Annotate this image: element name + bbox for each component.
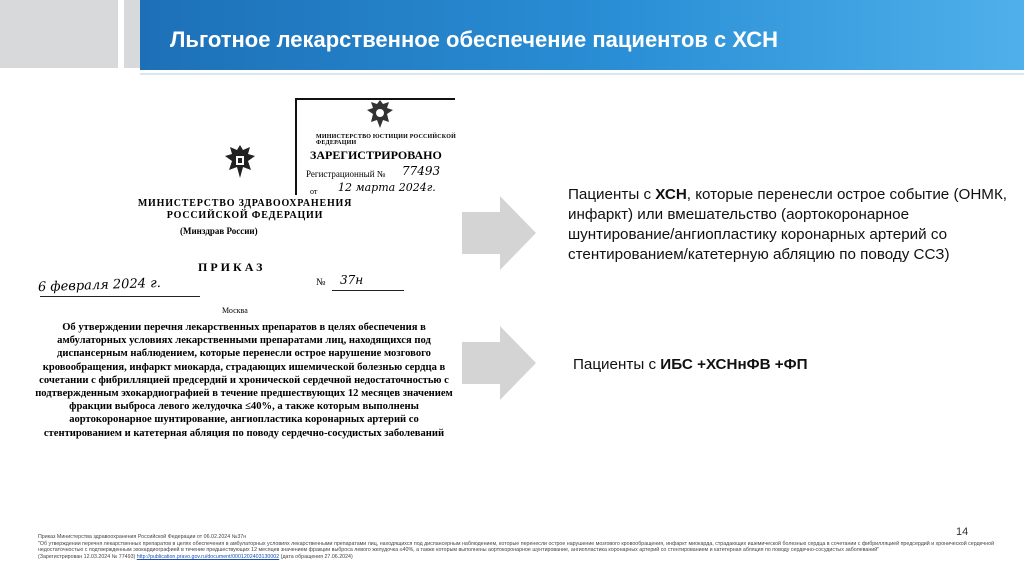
patient-group-1-prefix: Пациенты с — [568, 186, 656, 203]
footnote-registration: (Зарегистрирован 12.03.2024 № 77493) — [38, 553, 137, 560]
order-heading: ПРИКАЗ — [198, 260, 266, 274]
header-shadow — [140, 73, 1024, 75]
order-number-line — [332, 290, 404, 291]
footnote-line-3 — [38, 554, 1012, 561]
footnote-link[interactable]: http://publication.pravo.gov.ru/document/0001202403130002 — [136, 553, 280, 560]
order-city: Москва — [222, 306, 248, 315]
stamp-reg-label: Регистрационный № — [306, 169, 386, 179]
footnote-line-2: "Об утверждении перечня лекарственных препаратов в целях обеспечения в амбулаторных условиях лекарственными препаратами лиц, находящихся под диспансерным наблюдением, которые перенесли острое нарушение мозгового кровообращения, инфаркт миокарда, страдающих ишемической болезнью сердца в сочетании с фибрилляцией предсердий и хронической сердечной недостаточностью с подтвержденным эхокардиографией в течение предшествующих 12 месяцев значением фракции выброса левого желудочка ≤40%, а также которым выполнены аортокоронарное шунтирование, ангиопластика коронарных артерий со стентированием и катетерная абляция по поводу сердечно-сосудистых заболеваний" — [38, 540, 995, 554]
patient-group-1-bold: ХСН — [655, 186, 687, 203]
arrow-right-icon — [462, 196, 536, 270]
order-subject: Об утверждении перечня лекарственных препаратов в целях обеспечения в амбулаторных условиях лекарственными препаратами лиц, находящихся под диспансерным наблюдением, которые перенесли острое нарушение мозгового кровообращения, инфаркт миокарда, страдающих ишемической болезнью сердца в сочетании с фибрилляцией предсердий и хронической сердечной недостаточностью с подтвержденным эхокардиографией в течение предшествующих 12 месяцев значением фракции выброса левого желудочка ≤40%, а также которым выполнены аортокоронарное шунтирование, ангиопластика коронарных артерий со стентированием и катетерная абляция по поводу сердечно-сосудистых заболеваний — [35, 322, 453, 439]
stamp-registered: ЗАРЕГИСТРИРОВАНО — [310, 148, 442, 162]
ministry-line-1: МИНИСТЕРСТВО ЗДРАВООХРАНЕНИЯ — [137, 198, 353, 209]
stamp-ministry: МИНИСТЕРСТВО ЮСТИЦИИ РОССИЙСКОЙ ФЕДЕРАЦИИ — [316, 134, 456, 146]
corner-separator — [118, 0, 124, 68]
stamp-date: 12 марта 2024г. — [338, 181, 436, 194]
ministry-short: (Минздрав России) — [180, 226, 258, 236]
patient-group-2-bold: ИБС +ХСНнФВ +ФП — [660, 356, 808, 373]
patient-group-1-rest: , которые перенесли острое событие (ОНМК, инфаркт) или вмешательство (аортокоронарное шунтирование/ангиопластику коронарных артерий со стентированием/катетерную абляцию по поводу ССЗ) — [568, 186, 1008, 263]
footnote — [38, 534, 1012, 560]
footnote-access-date: (дата обращения 27.06.2024) — [279, 553, 353, 560]
stamp-date-label: от — [310, 187, 318, 196]
page-number: 14 — [956, 526, 969, 538]
stamp-reg-number: 77493 — [402, 164, 441, 178]
stamp-emblem-icon — [365, 98, 395, 132]
order-date-line — [40, 296, 200, 297]
order-document-scan — [20, 90, 460, 460]
order-number-sign: № — [316, 277, 326, 288]
ministry-line-2: РОССИЙСКОЙ ФЕДЕРАЦИИ — [166, 210, 324, 221]
footnote-line-1: Приказ Министерства здравоохранения Российской Федерации от 06.02.2024 №37н — [38, 534, 247, 540]
order-date: 6 февраля 2024 г. — [37, 275, 162, 296]
patient-group-2-prefix: Пациенты с — [573, 356, 661, 373]
patient-group-1 — [568, 185, 1008, 265]
slide-title: Льготное лекарственное обеспечение пациентов с ХСН — [170, 27, 778, 52]
coat-of-arms-icon — [223, 142, 257, 182]
order-number: 37н — [340, 273, 364, 287]
ministry-name — [120, 198, 370, 222]
arrow-right-icon — [462, 326, 536, 400]
patient-group-2 — [573, 355, 808, 375]
